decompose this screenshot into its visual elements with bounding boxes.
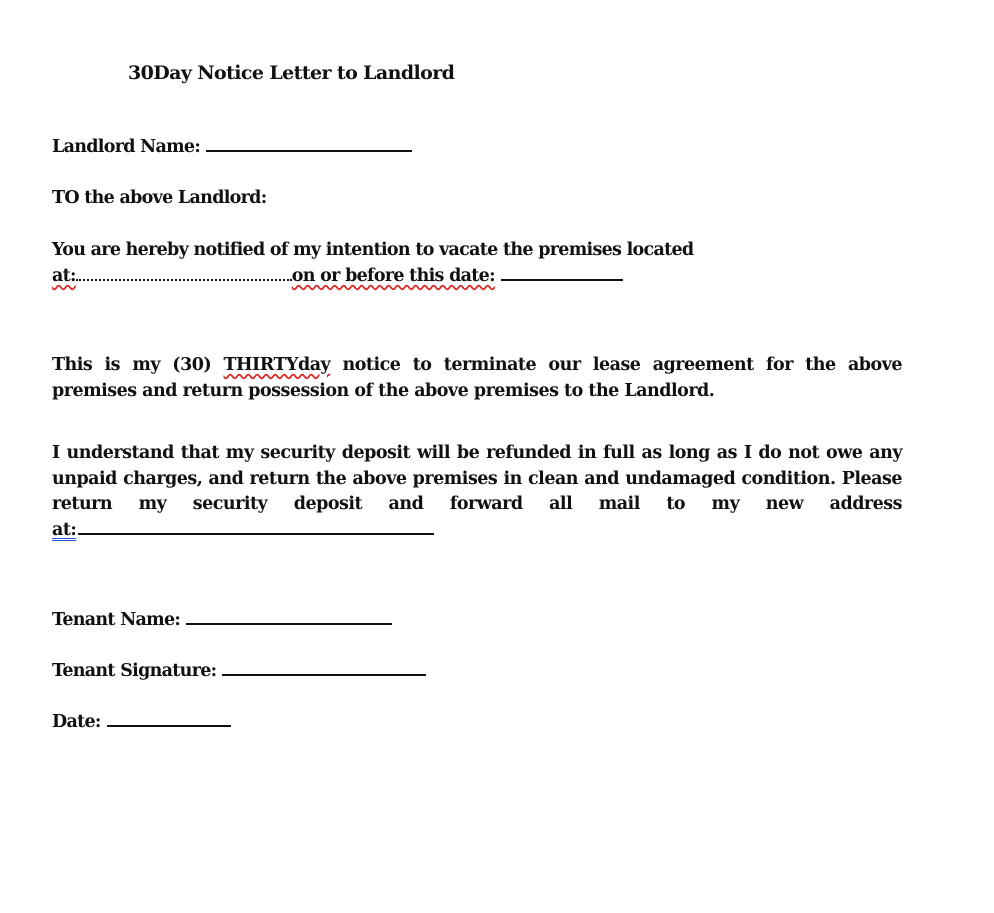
- new-address-at-label: at:: [52, 519, 77, 540]
- notice-line-1: You are hereby notified of my intention to vacate the premises located: [52, 240, 694, 260]
- deposit-line-4: [52, 518, 902, 544]
- thirtyday-misspelled: THIRTYday: [223, 355, 331, 375]
- tenant-signature-blank[interactable]: [222, 660, 426, 676]
- tenant-signature-row: [52, 660, 426, 681]
- landlord-name-blank[interactable]: [206, 136, 412, 152]
- address-at-label: at:: [52, 266, 76, 286]
- landlord-name-row: [52, 136, 412, 157]
- deposit-line-1: I understand that my security deposit will be refunded in full as long as I do not owe any: [52, 443, 902, 463]
- salutation: TO the above Landlord:: [52, 188, 267, 208]
- landlord-name-label: Landlord Name:: [52, 137, 201, 157]
- premises-address-blank[interactable]: [76, 265, 292, 281]
- deposit-paragraph: [52, 441, 902, 543]
- tenant-signature-label: Tenant Signature:: [52, 661, 217, 681]
- new-address-blank[interactable]: [78, 519, 434, 535]
- document-title: 30Day Notice Letter to Landlord: [128, 62, 455, 84]
- vacate-date-blank[interactable]: [501, 265, 623, 281]
- terminate-paragraph: [52, 353, 902, 404]
- tenant-name-label: Tenant Name:: [52, 610, 181, 630]
- terminate-line-1: This is my (30) THIRTYday notice to terminate our lease agreement for the above: [52, 355, 902, 375]
- date-row: [52, 711, 231, 732]
- terminate-line-2: premises and return possession of the above premises to the Landlord.: [52, 380, 715, 401]
- on-or-before-text: on or before this date:: [291, 266, 495, 286]
- deposit-line-3: return my security deposit and forward all mail to my new address: [52, 494, 902, 514]
- deposit-line-2: unpaid charges, and return the above premises in clean and undamaged condition. Please: [52, 468, 902, 489]
- tenant-name-blank[interactable]: [186, 609, 392, 625]
- date-blank[interactable]: [107, 711, 231, 727]
- notice-line-2: [52, 265, 623, 286]
- tenant-name-row: [52, 609, 392, 630]
- date-label: Date:: [52, 712, 101, 732]
